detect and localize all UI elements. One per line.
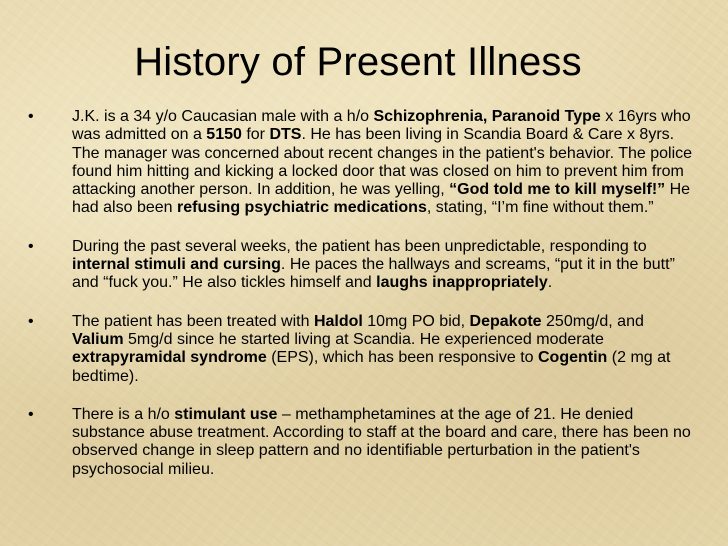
bullet-text: . He paces the hallways and screams, “put it in the butt” and “fuck you.” He also tickles himself and	[72, 256, 675, 292]
bullet-emphasis-text: Cogentin	[538, 349, 608, 367]
bullet-emphasis-text: laughs inappropriately	[376, 274, 548, 292]
bullet-emphasis-text: 5150	[206, 126, 242, 144]
bullet-text: .	[547, 274, 553, 292]
bullet-text: . He has been living in Scandia Board & Care x 8yrs. The manager was concerned about recent changes in the patient's behavior. The police found him hitting and kicking a locked door that was closed on him to prevent him from attacking another person. In addition, he was yelling,	[72, 126, 693, 199]
bullet-text: There is a h/o	[72, 405, 175, 423]
bullet-emphasis-text: “God told me to kill myself!”	[449, 181, 666, 199]
bullet-text: 10mg PO bid,	[362, 312, 470, 330]
bullet-text: , stating, “I’m fine without them.”	[426, 199, 654, 217]
bullet-text: 250mg/d, and	[541, 312, 644, 330]
bullet-emphasis-text: refusing psychiatric medications	[176, 199, 427, 217]
bullet-text: (EPS), which has been responsive to	[266, 349, 538, 367]
bullet-item	[28, 313, 698, 386]
bullet-emphasis-text: extrapyramidal syndrome	[72, 349, 267, 367]
slide-title: History of Present Illness	[134, 40, 582, 84]
bullet-text: He had also been	[72, 181, 691, 217]
bullet-text: for	[241, 126, 270, 144]
bullet-emphasis-text: DTS	[269, 126, 302, 144]
bullet-text: J.K. is a 34 y/o Caucasian male with a h/o	[72, 108, 374, 125]
bullet-emphasis-text: Depakote	[469, 312, 542, 330]
bullet-emphasis-text: stimulant use	[174, 405, 278, 423]
bullet-dot-icon: •	[28, 405, 34, 423]
bullet-item	[28, 406, 698, 479]
bullet-item	[28, 108, 698, 218]
bullet-text: 5mg/d since he started living at Scandia. He experienced moderate	[123, 330, 604, 348]
bullet-text: x 16yrs who was admitted on a	[72, 108, 691, 144]
bullet-text: – methamphetamines at the age of 21. He denied substance abuse treatment. According to staff at the board and care, there has been no observed change in sleep pattern and no identifiable perturbation in the patient's psychosocial milieu.	[72, 405, 691, 478]
bullet-emphasis-text: Valium	[72, 330, 124, 348]
bullet-text: (2 mg at bedtime).	[72, 349, 671, 385]
bullet-dot-icon: •	[28, 237, 34, 255]
bullet-emphasis-text: Schizophrenia, Paranoid Type	[373, 108, 601, 125]
bullet-dot-icon: •	[28, 312, 34, 330]
bullet-text: The patient has been treated with	[72, 312, 314, 330]
bullet-text: During the past several weeks, the patient has been unpredictable, responding to	[72, 237, 647, 255]
bullet-dot-icon: •	[28, 108, 34, 125]
bullet-emphasis-text: Haldol	[313, 312, 363, 330]
bullet-item	[28, 238, 698, 293]
bullet-emphasis-text: internal stimuli and cursing	[72, 256, 281, 274]
bullet-list	[28, 108, 698, 479]
